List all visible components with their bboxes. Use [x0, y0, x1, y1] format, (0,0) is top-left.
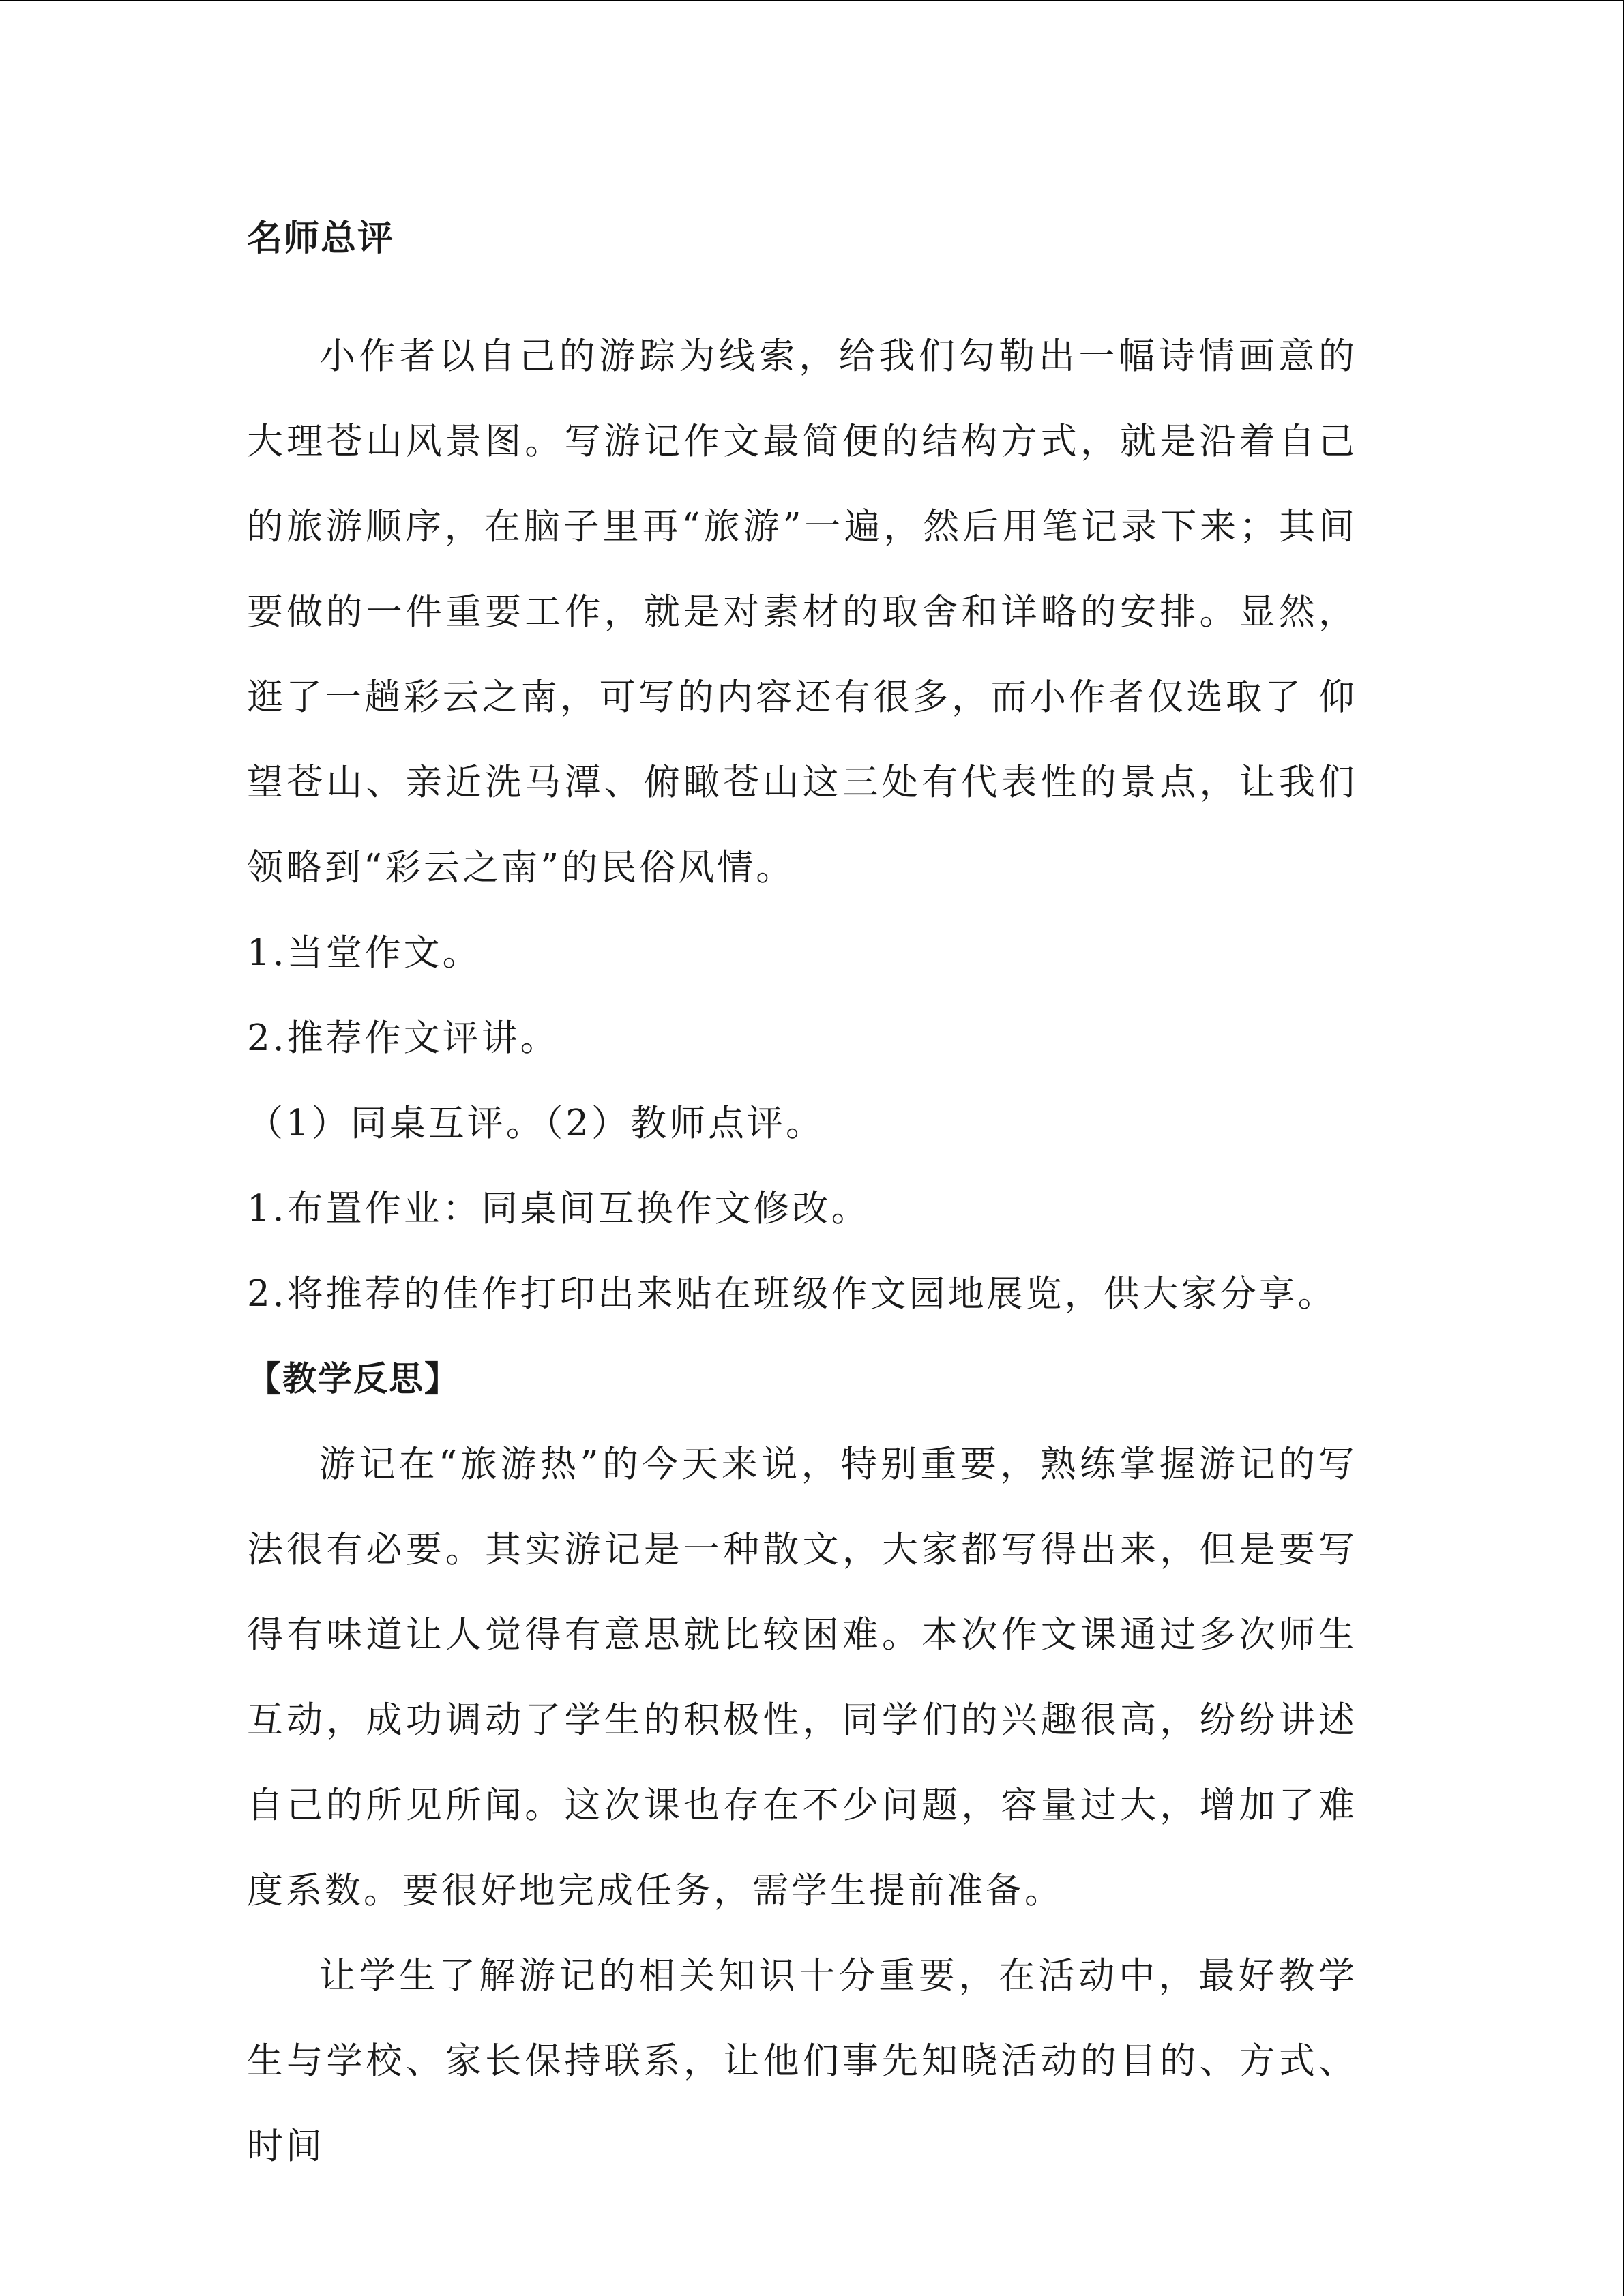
- reflection-paragraph: 游记在“旅游热”的今天来说，特别重要，熟练掌握游记的写法很有必要。其实游记是一种散文，大家都写得出来，但是要写得有味道让人觉得有意思就比较困难。本次作文课通过多次师生互动，成功调动了学生的积极性，同学们的兴趣很高，纷纷讲述自己的所见所闻。这次课也存在不少问题，容量过大，增加了难度系数。要很好地完成任务，需学生提前准备。: [247, 1444, 1357, 1911]
- step-item: （1）同桌互评。（2）教师点评。: [247, 1103, 825, 1144]
- document-body: [247, 205, 1357, 2189]
- step-item: 1.布置作业：同桌间互换作文修改。: [247, 1188, 870, 1229]
- review-paragraph: 小作者以自己的游踪为线索，给我们勾勒出一幅诗情画意的大理苍山风景图。写游记作文最简便的结构方式，就是沿着自己的旅游顺序，在脑子里再“旅游”一遍，然后用笔记录下来；其间要做的一件重要工作，就是对素材的取舍和详略的安排。显然，逛了一趟彩云之南，可写的内容还有很多，而小作者仅选取了 仰望苍山、亲近洗马潭、俯瞰苍山这三处有代表性的景点，让我们领略到“彩云之南”的民俗风情。: [247, 336, 1357, 889]
- review-heading: 名师总评: [247, 218, 395, 259]
- reflection-title: 【教学反思】: [247, 1359, 460, 1399]
- step-item: 2.将推荐的佳作打印出来贴在班级作文园地展览，供大家分享。: [247, 1273, 1337, 1315]
- step-item: 1.当堂作文。: [247, 932, 482, 974]
- step-item: 2.推荐作文评讲。: [247, 1017, 559, 1059]
- reflection-paragraph: 让学生了解游记的相关知识十分重要，在活动中，最好教学生与学校、家长保持联系，让他们事先知晓活动的目的、方式、时间: [247, 1955, 1357, 2167]
